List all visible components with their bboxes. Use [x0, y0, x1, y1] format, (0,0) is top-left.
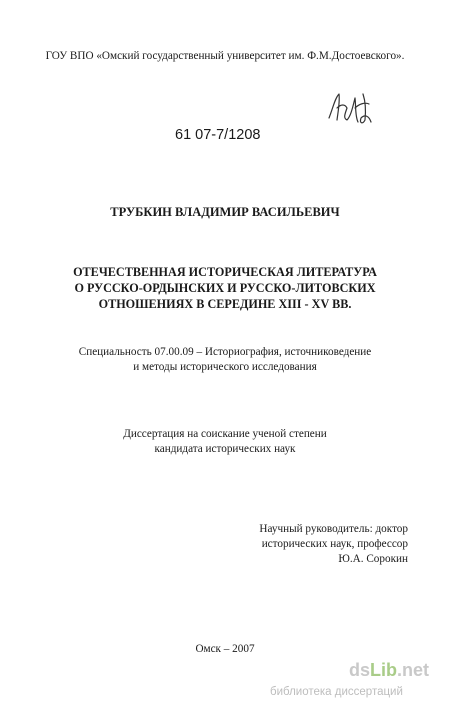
specialty-line: и методы исторического исследования	[133, 361, 317, 373]
specialty-block	[0, 345, 450, 375]
institution-header: ГОУ ВПО «Омский государственный университет им. Ф.М.Достоевского».	[45, 50, 405, 62]
supervisor-name: Ю.А. Сорокин	[338, 553, 408, 565]
supervisor-line: исторических наук, профессор	[261, 538, 408, 550]
author-name: ТРУБКИН ВЛАДИМИР ВАСИЛЬЕВИЧ	[110, 205, 340, 219]
title-line: ОТНОШЕНИЯХ В СЕРЕДИНЕ XIII - XV ВВ.	[98, 297, 352, 311]
specialty-line: Специальность 07.00.09 – Историография, источниковедение	[78, 346, 372, 358]
watermark-ds: ds	[349, 660, 371, 680]
watermark-lib: Lib	[370, 660, 398, 680]
watermark-caption: библиотека диссертаций	[270, 686, 403, 698]
degree-block	[0, 427, 450, 457]
watermark-net: .net	[397, 660, 430, 680]
supervisor-line: Научный руководитель: доктор	[259, 523, 408, 535]
watermark-logo[interactable]	[349, 660, 429, 681]
city-year: Омск – 2007	[195, 643, 255, 655]
supervisor-block	[232, 522, 408, 567]
dissertation-title	[0, 264, 450, 312]
title-line: ОТЕЧЕСТВЕННАЯ ИСТОРИЧЕСКАЯ ЛИТЕРАТУРА	[73, 265, 377, 279]
handwritten-signature	[325, 88, 375, 128]
degree-line: Диссертация на соискание ученой степени	[123, 428, 327, 440]
degree-line: кандидата исторических наук	[154, 443, 296, 455]
archive-code: 61 07-7/1208	[175, 127, 261, 143]
title-line: О РУССКО-ОРДЫНСКИХ И РУССКО-ЛИТОВСКИХ	[74, 281, 376, 295]
